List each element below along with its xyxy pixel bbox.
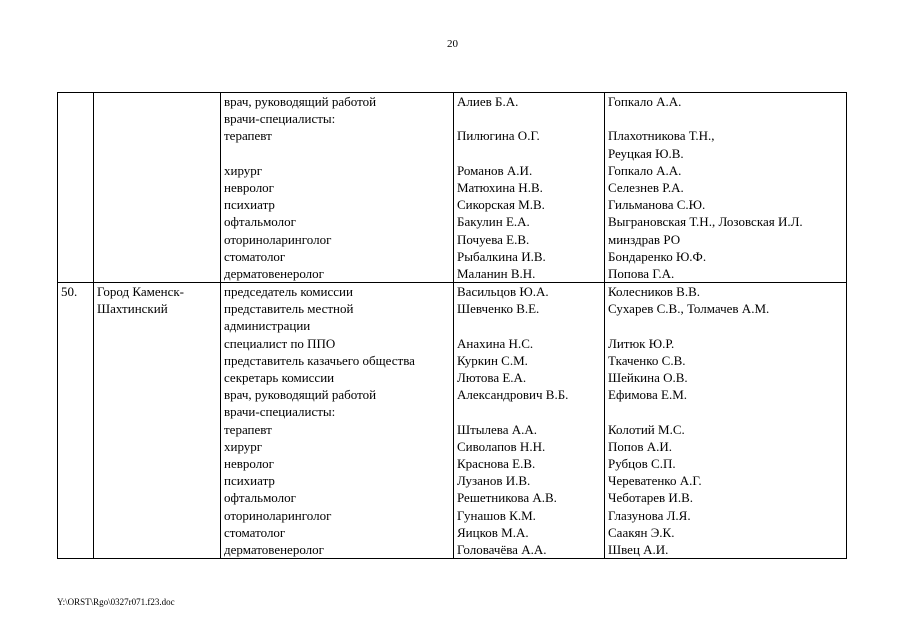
role-line: врачи-специалисты: — [224, 404, 336, 420]
role-line: стоматолог — [224, 248, 286, 264]
role-line: хирург — [224, 162, 263, 178]
role-line: оториноларинголог — [224, 507, 332, 523]
substitute-name: Ефимова Е.М. — [608, 387, 688, 403]
member-name: Почуева Е.В. — [457, 231, 530, 247]
role-cell — [221, 283, 454, 559]
substitute-cell — [605, 93, 847, 283]
city-line: Шахтинский — [97, 301, 168, 317]
member-name: Матюхина Н.В. — [457, 179, 543, 195]
substitute-name — [608, 110, 843, 127]
member-cell — [454, 93, 605, 283]
member-name: Лютова Е.А. — [457, 370, 527, 385]
role-line: стоматолог — [224, 524, 286, 540]
member-name: Сиволапов Н.Н. — [457, 438, 546, 454]
role-line: представитель казачьего общества — [224, 352, 415, 368]
member-name: Яицков М.А. — [457, 524, 529, 540]
member-name: Пилюгина О.Г. — [457, 128, 540, 144]
substitute-name — [608, 317, 843, 334]
substitute-name: Реуцкая Ю.В. — [608, 145, 684, 161]
role-line — [224, 145, 450, 162]
member-name: Сикорская М.В. — [457, 197, 545, 213]
role-line: хирург — [224, 438, 263, 454]
member-name: Гунашов К.М. — [457, 507, 536, 523]
member-name: Штылева А.А. — [457, 421, 538, 437]
substitute-name: Выграновская Т.Н., Лозовская И.Л. — [608, 214, 803, 230]
role-line: оториноларинголог — [224, 231, 332, 247]
document-file-path: Y:\ORST\Rgo\0327r071.f23.doc — [57, 597, 175, 607]
role-line: терапевт — [224, 128, 272, 144]
commission-table-body — [58, 93, 847, 559]
city-line: Город Каменск- — [97, 284, 185, 300]
substitute-name: минздрав РО — [608, 231, 681, 247]
substitute-name: Гопкало А.А. — [608, 162, 682, 178]
role-line: секретарь комиссии — [224, 370, 335, 385]
row-number-cell — [58, 93, 94, 283]
role-line: психиатр — [224, 473, 275, 489]
role-line: врач, руководящий работой — [224, 94, 377, 109]
substitute-name: Плахотникова Т.Н., — [608, 128, 715, 144]
substitute-name: Саакян Э.К. — [608, 524, 675, 540]
role-cell — [221, 93, 454, 283]
substitute-name: Ткаченко С.В. — [608, 352, 686, 368]
member-name: Алиев Б.А. — [457, 94, 519, 109]
role-line: представитель местной — [224, 301, 354, 317]
table-row — [58, 93, 847, 283]
substitute-name — [608, 403, 843, 420]
role-line: администрации — [224, 318, 311, 334]
role-line: дерматовенеролог — [224, 541, 324, 557]
role-line: председатель комиссии — [224, 284, 353, 300]
role-line: невролог — [224, 455, 275, 471]
role-line: психиатр — [224, 197, 275, 213]
member-name: Куркин С.М. — [457, 352, 528, 368]
substitute-name: Селезнев Р.А. — [608, 179, 684, 195]
role-line: врачи-специалисты: — [224, 111, 336, 127]
role-line: терапевт — [224, 421, 272, 437]
member-name: Краснова Е.В. — [457, 455, 536, 471]
substitute-name: Бондаренко Ю.Ф. — [608, 248, 707, 264]
substitute-name: Сухарев С.В., Толмачев А.М. — [608, 301, 770, 317]
member-name: Бакулин Е.А. — [457, 214, 530, 230]
substitute-name: Литюк Ю.Р. — [608, 335, 675, 351]
role-line: офтальмолог — [224, 214, 296, 230]
member-name: Александрович В.Б. — [457, 387, 569, 403]
commission-table — [57, 92, 847, 559]
role-line: невролог — [224, 179, 275, 195]
role-line: дерматовенеролог — [224, 265, 324, 281]
row-number — [61, 93, 90, 110]
substitute-name: Чеботарев И.В. — [608, 490, 693, 506]
substitute-name: Колотий М.С. — [608, 421, 685, 437]
member-name — [457, 403, 601, 420]
city-cell — [94, 93, 221, 283]
substitute-name: Гопкало А.А. — [608, 94, 682, 109]
substitute-name: Рубцов С.П. — [608, 455, 676, 471]
substitute-name: Шейкина О.В. — [608, 370, 688, 385]
member-name: Головачёва А.А. — [457, 541, 547, 557]
member-name: Лузанов И.В. — [457, 473, 531, 489]
member-name: Решетникова А.В. — [457, 490, 557, 506]
member-name — [457, 317, 601, 334]
row-number-cell — [58, 283, 94, 559]
substitute-name: Гильманова С.Ю. — [608, 197, 706, 213]
substitute-name: Попова Г.А. — [608, 265, 675, 281]
substitute-name: Колесников В.В. — [608, 284, 701, 300]
member-name: Романов А.И. — [457, 162, 533, 178]
substitute-name: Попов А.И. — [608, 438, 673, 454]
member-name — [457, 145, 601, 162]
role-line: офтальмолог — [224, 490, 296, 506]
member-name: Васильцов Ю.А. — [457, 284, 549, 300]
substitute-name: Череватенко А.Г. — [608, 473, 702, 489]
city-cell — [94, 283, 221, 559]
role-line: врач, руководящий работой — [224, 387, 377, 403]
member-cell — [454, 283, 605, 559]
substitute-cell — [605, 283, 847, 559]
member-name: Рыбалкина И.В. — [457, 248, 546, 264]
role-line: специалист по ППО — [224, 335, 336, 351]
member-name: Анахина Н.С. — [457, 335, 534, 351]
substitute-name: Швец А.И. — [608, 541, 669, 557]
member-name — [457, 110, 601, 127]
table-row — [58, 283, 847, 559]
page-number: 20 — [447, 38, 458, 50]
member-name: Маланин В.Н. — [457, 265, 536, 281]
member-name: Шевченко В.Е. — [457, 301, 540, 317]
row-number: 50. — [61, 284, 78, 300]
substitute-name: Глазунова Л.Я. — [608, 507, 691, 523]
